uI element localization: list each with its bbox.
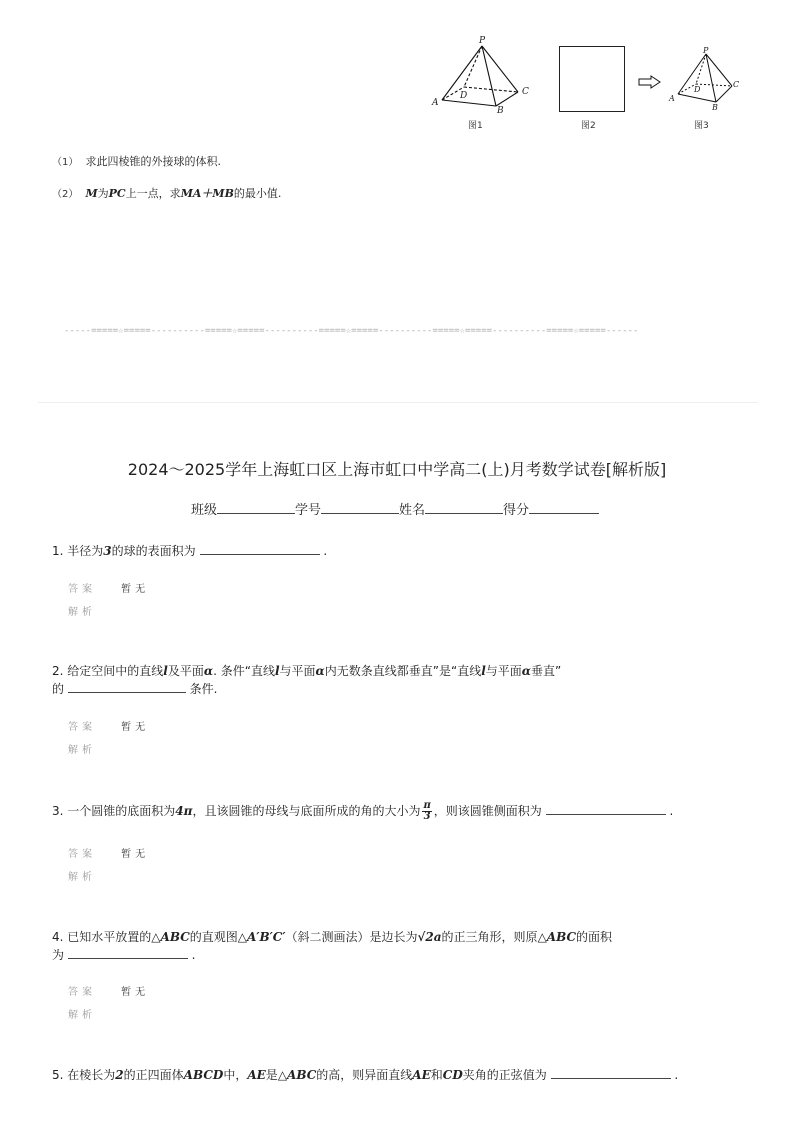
label-a: A [669, 94, 675, 103]
answer-blank[interactable] [200, 554, 320, 555]
figure-3-caption: 图3 [694, 121, 709, 131]
pyramid-figure-3 [668, 46, 748, 112]
subquestion-number: （2） [52, 189, 79, 200]
figure-1 [428, 38, 538, 133]
question-number: 1. [52, 544, 64, 558]
answer-label: 答案 [68, 849, 96, 860]
name-field[interactable] [425, 513, 503, 514]
answer-value: 暂无 [121, 722, 150, 733]
page-separator [38, 402, 758, 403]
id-field[interactable] [321, 513, 399, 514]
question-number: 3. [52, 804, 64, 818]
question-4: 4. 已知水平放置的△ABC的直观图△A′B′C′（斜二测画法）是边长为√2a的正三角形，则原△ABC的面积 [52, 930, 613, 944]
exam-title: 2024～2025学年上海虹口区上海市虹口中学高二(上)月考数学试卷[解析版] [127, 460, 667, 479]
math-m: M [85, 187, 98, 200]
class-label: 班级 [191, 503, 218, 518]
label-b: B [712, 103, 718, 112]
student-info-row [191, 499, 599, 518]
score-label: 得分 [503, 503, 530, 518]
math-pc: PC [108, 187, 126, 200]
name-label: 姓名 [399, 503, 426, 518]
label-a: A [432, 98, 439, 108]
answer-label: 答案 [68, 987, 96, 998]
label-c: C [733, 80, 740, 89]
figure-2 [555, 42, 631, 137]
answer-label: 答案 [68, 584, 96, 595]
id-label: 学号 [295, 503, 322, 518]
question-3-analysis: 解析 [68, 872, 96, 883]
subquestion-text: 求此四棱锥的外接球的体积. [85, 155, 221, 168]
label-d: D [460, 91, 468, 101]
question-number: 4. [52, 930, 64, 944]
label-p: P [479, 36, 486, 46]
answer-blank[interactable] [68, 958, 188, 959]
answer-label: 答案 [68, 722, 96, 733]
answer-blank[interactable] [546, 814, 666, 815]
question-number: 2. [52, 664, 64, 678]
question-2: 2. 给定空间中的直线l及平面α. 条件“直线l与平面α内无数条直线都垂直”是“直线l与平面α垂直” [52, 664, 562, 678]
label-p: P [703, 46, 709, 55]
answer-blank[interactable] [551, 1078, 671, 1079]
question-4-line2: 为 . [52, 948, 196, 962]
answer-value: 暂无 [121, 584, 150, 595]
question-5: 5. 在棱长为2的正四面体ABCD中，AE是△ABC的高，则异面直线AE和CD夹角的正弦值为 . [52, 1068, 679, 1082]
math-expr: MA＋MB [180, 187, 234, 200]
label-d: D [694, 85, 701, 94]
subquestion-number: （1） [52, 157, 79, 168]
subquestion-2: （2） M为PC上一点，求MA＋MB的最小值. [52, 187, 282, 200]
figure-2-caption: 图2 [581, 121, 596, 131]
fraction-pi-over-3: $\frac{\pi}{3}$ [423, 800, 431, 822]
pyramid-figure-1 [428, 38, 538, 118]
label-c: C [522, 87, 529, 97]
subquestion-1 [52, 150, 221, 169]
answer-blank[interactable] [68, 692, 186, 693]
question-1: 1. 半径为3的球的表面积为 . [52, 544, 328, 558]
label-b: B [497, 106, 504, 116]
question-2-analysis: 解析 [68, 745, 96, 756]
question-4-answer [68, 980, 149, 999]
class-field[interactable] [217, 513, 295, 514]
square-figure [559, 46, 625, 112]
question-number: 5. [52, 1068, 64, 1082]
figure-1-caption: 图1 [468, 121, 483, 131]
question-3-answer [68, 842, 149, 861]
answer-value: 暂无 [121, 987, 150, 998]
answer-value: 暂无 [121, 849, 150, 860]
score-field[interactable] [529, 513, 599, 514]
section-divider: -----=====☆=====----------=====☆=====----------=====☆=====----------=====☆=====----------=====☆=====------ [64, 326, 639, 336]
question-4-analysis: 解析 [68, 1010, 96, 1021]
arrow-icon [638, 74, 662, 93]
question-2-answer [68, 715, 149, 734]
question-3: 3. 一个圆锥的底面积为4π，且该圆锥的母线与底面所成的角的大小为 $\frac{\pi}{3}$ ，则该圆锥侧面积为 . [52, 800, 674, 822]
question-1-answer [68, 577, 149, 596]
question-1-analysis: 解析 [68, 607, 96, 618]
figure-3 [668, 46, 748, 136]
question-2-line2: 的 条件. [52, 682, 218, 696]
